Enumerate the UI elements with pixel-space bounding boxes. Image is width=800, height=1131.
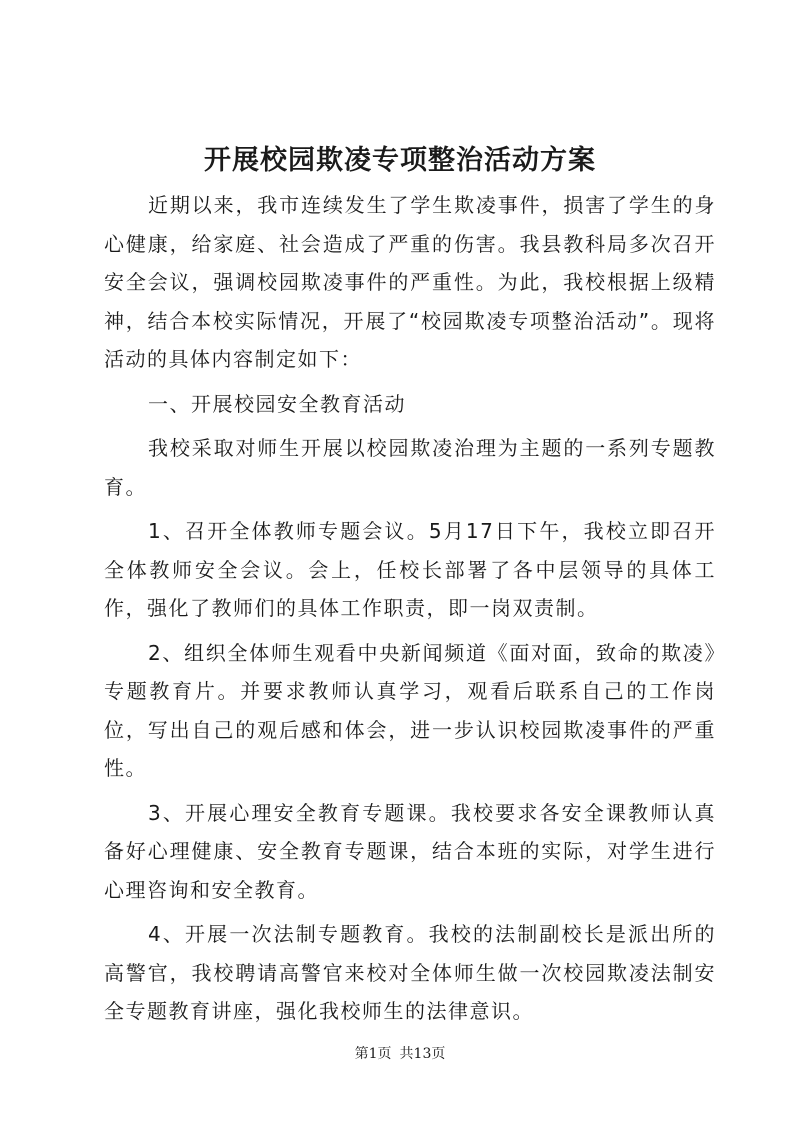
page-number-current: 第1页 xyxy=(354,1046,392,1062)
document-body xyxy=(104,186,716,1037)
list-item-3: 3、开展心理安全教育专题课。我校要求各安全课教师认真备好心理健康、安全教育专题课，结合本班的实际，对学生进行心理咨询和安全教育。 xyxy=(104,800,716,902)
document-title: 开展校园欺凌专项整治活动方案 xyxy=(204,145,596,176)
list-item-4: 4、开展一次法制专题教育。我校的法制副校长是派出所的高警官，我校聘请高警官来校对全体师生做一次校园欺凌法制安全专题教育讲座，强化我校师生的法律意识。 xyxy=(104,922,716,1023)
paragraph-intro: 近期以来，我市连续发生了学生欺凌事件，损害了学生的身心健康，给家庭、社会造成了严重的伤害。我县教科局多次召开安全会议，强调校园欺凌事件的严重性。为此，我校根据上级精神，结合本校实际情况，开展了“校园欺凌专项整治活动”。现将活动的具体内容制定如下： xyxy=(104,193,716,371)
list-item-1: 1、召开全体教师专题会议。5月17日下午，我校立即召开全体教师安全会议。会上，任校长部署了各中层领导的具体工作，强化了教师们的具体工作职责，即一岗双责制。 xyxy=(104,519,716,620)
page-footer xyxy=(0,1044,800,1064)
section-heading-1: 一、开展校园安全教育活动 xyxy=(148,391,406,416)
page-number-total: 共13页 xyxy=(399,1046,446,1062)
paragraph-section-intro: 我校采取对师生开展以校园欺凌治理为主题的一系列专题教育。 xyxy=(104,436,716,499)
list-item-2: 2、组织全体师生观看中央新闻频道《面对面，致命的欺凌》专题教育片。并要求教师认真学习，观看后联系自己的工作岗位，写出自己的观后感和体会，进一步认识校园欺凌事件的严重性。 xyxy=(104,640,716,780)
